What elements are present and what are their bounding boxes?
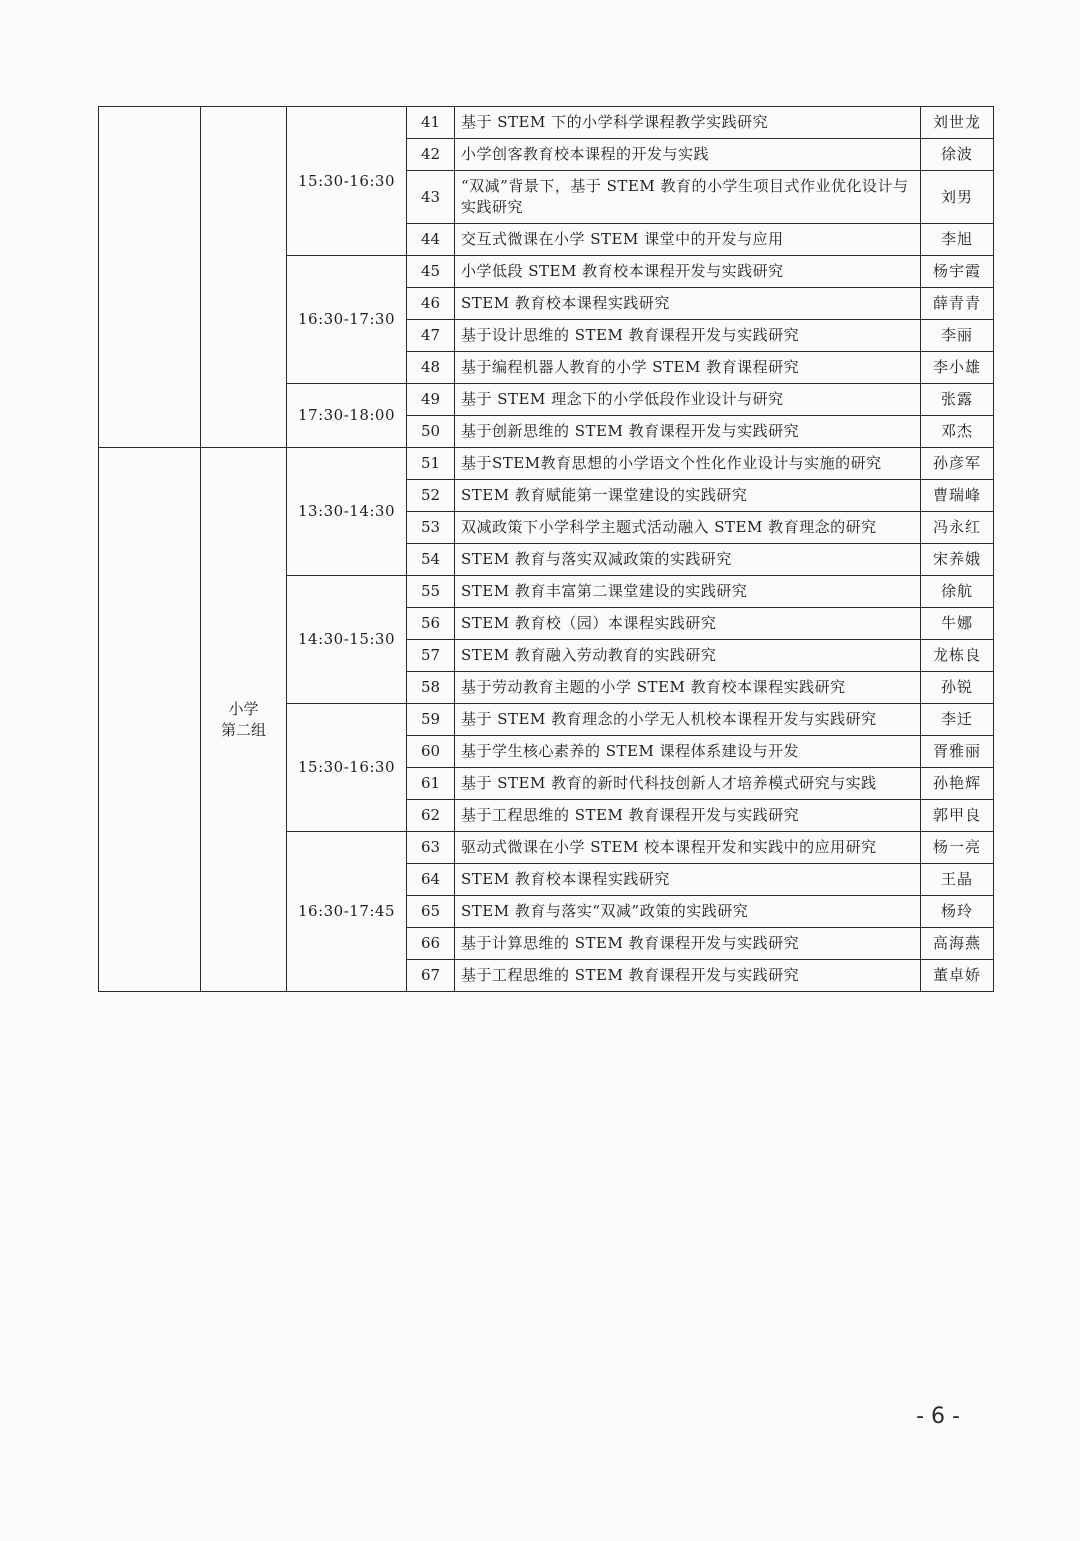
- project-title: 基于计算思维的 STEM 教育课程开发与实践研究: [455, 928, 921, 960]
- project-title: 基于学生核心素养的 STEM 课程体系建设与开发: [455, 736, 921, 768]
- project-title: STEM 教育赋能第一课堂建设的实践研究: [455, 480, 921, 512]
- project-title: 小学低段 STEM 教育校本课程开发与实践研究: [455, 256, 921, 288]
- row-number: 64: [407, 864, 455, 896]
- row-number: 45: [407, 256, 455, 288]
- group-line-1: 小学: [228, 699, 259, 718]
- author-name: 郭甲良: [921, 800, 994, 832]
- table-row: [99, 448, 994, 480]
- row-number: 44: [407, 224, 455, 256]
- row-number: 46: [407, 288, 455, 320]
- author-name: 孙艳辉: [921, 768, 994, 800]
- stage-cell: [99, 107, 201, 448]
- author-name: 曹瑞峰: [921, 480, 994, 512]
- project-title: STEM 教育与落实“双减”政策的实践研究: [455, 896, 921, 928]
- row-number: 54: [407, 544, 455, 576]
- project-title: 基于 STEM 理念下的小学低段作业设计与研究: [455, 384, 921, 416]
- author-name: 刘男: [921, 171, 994, 224]
- row-number: 56: [407, 608, 455, 640]
- project-title: 基于 STEM 下的小学科学课程教学实践研究: [455, 107, 921, 139]
- row-number: 57: [407, 640, 455, 672]
- author-name: 张露: [921, 384, 994, 416]
- project-title: 基于劳动教育主题的小学 STEM 教育校本课程实践研究: [455, 672, 921, 704]
- group-line-2: 第二组: [220, 720, 266, 739]
- row-number: 51: [407, 448, 455, 480]
- row-number: 41: [407, 107, 455, 139]
- row-number: 67: [407, 960, 455, 992]
- project-title: STEM 教育校（园）本课程实践研究: [455, 608, 921, 640]
- author-name: 李丽: [921, 320, 994, 352]
- schedule-table: [98, 106, 994, 992]
- project-title: 驱动式微课在小学 STEM 校本课程开发和实践中的应用研究: [455, 832, 921, 864]
- project-title: 基于工程思维的 STEM 教育课程开发与实践研究: [455, 960, 921, 992]
- author-name: 孙锐: [921, 672, 994, 704]
- author-name: 杨宇霞: [921, 256, 994, 288]
- author-name: 胥雅丽: [921, 736, 994, 768]
- row-number: 59: [407, 704, 455, 736]
- project-title: STEM 教育与落实双减政策的实践研究: [455, 544, 921, 576]
- row-number: 60: [407, 736, 455, 768]
- row-number: 48: [407, 352, 455, 384]
- row-number: 47: [407, 320, 455, 352]
- row-number: 53: [407, 512, 455, 544]
- author-name: 王晶: [921, 864, 994, 896]
- row-number: 42: [407, 139, 455, 171]
- time-slot: 16:30-17:45: [287, 832, 407, 992]
- row-number: 49: [407, 384, 455, 416]
- time-slot: 14:30-15:30: [287, 576, 407, 704]
- author-name: 徐波: [921, 139, 994, 171]
- time-slot: 13:30-14:30: [287, 448, 407, 576]
- time-slot: 16:30-17:30: [287, 256, 407, 384]
- author-name: 董卓娇: [921, 960, 994, 992]
- project-title: 基于 STEM 教育的新时代科技创新人才培养模式研究与实践: [455, 768, 921, 800]
- row-number: 55: [407, 576, 455, 608]
- project-title: 基于工程思维的 STEM 教育课程开发与实践研究: [455, 800, 921, 832]
- row-number: 52: [407, 480, 455, 512]
- author-name: 宋养娥: [921, 544, 994, 576]
- row-number: 43: [407, 171, 455, 224]
- time-slot: 17:30-18:00: [287, 384, 407, 448]
- time-slot: 15:30-16:30: [287, 704, 407, 832]
- author-name: 邓杰: [921, 416, 994, 448]
- stage-cell: [99, 448, 201, 992]
- author-name: 李旭: [921, 224, 994, 256]
- author-name: 杨玲: [921, 896, 994, 928]
- author-name: 薛青青: [921, 288, 994, 320]
- page-number: - 6 -: [916, 1404, 960, 1429]
- author-name: 李迁: [921, 704, 994, 736]
- row-number: 61: [407, 768, 455, 800]
- project-title: STEM 教育丰富第二课堂建设的实践研究: [455, 576, 921, 608]
- project-title: 基于设计思维的 STEM 教育课程开发与实践研究: [455, 320, 921, 352]
- group-cell: [201, 448, 287, 992]
- row-number: 63: [407, 832, 455, 864]
- author-name: 孙彦军: [921, 448, 994, 480]
- project-title: 基于STEM教育思想的小学语文个性化作业设计与实施的研究: [455, 448, 921, 480]
- author-name: 龙栋良: [921, 640, 994, 672]
- author-name: 李小雄: [921, 352, 994, 384]
- project-title: 基于 STEM 教育理念的小学无人机校本课程开发与实践研究: [455, 704, 921, 736]
- row-number: 58: [407, 672, 455, 704]
- author-name: 徐航: [921, 576, 994, 608]
- project-title: 双减政策下小学科学主题式活动融入 STEM 教育理念的研究: [455, 512, 921, 544]
- project-title: STEM 教育融入劳动教育的实践研究: [455, 640, 921, 672]
- project-title: STEM 教育校本课程实践研究: [455, 288, 921, 320]
- row-number: 66: [407, 928, 455, 960]
- project-title: 基于编程机器人教育的小学 STEM 教育课程研究: [455, 352, 921, 384]
- row-number: 50: [407, 416, 455, 448]
- author-name: 冯永红: [921, 512, 994, 544]
- project-title: 交互式微课在小学 STEM 课堂中的开发与应用: [455, 224, 921, 256]
- project-title: STEM 教育校本课程实践研究: [455, 864, 921, 896]
- author-name: 高海燕: [921, 928, 994, 960]
- row-number: 65: [407, 896, 455, 928]
- project-title: “双减”背景下，基于 STEM 教育的小学生项目式作业优化设计与实践研究: [455, 171, 921, 224]
- time-slot: 15:30-16:30: [287, 107, 407, 256]
- author-name: 刘世龙: [921, 107, 994, 139]
- author-name: 牛娜: [921, 608, 994, 640]
- project-title: 小学创客教育校本课程的开发与实践: [455, 139, 921, 171]
- author-name: 杨一亮: [921, 832, 994, 864]
- table-row: [99, 107, 994, 139]
- project-title: 基于创新思维的 STEM 教育课程开发与实践研究: [455, 416, 921, 448]
- group-cell-empty: [201, 107, 287, 448]
- row-number: 62: [407, 800, 455, 832]
